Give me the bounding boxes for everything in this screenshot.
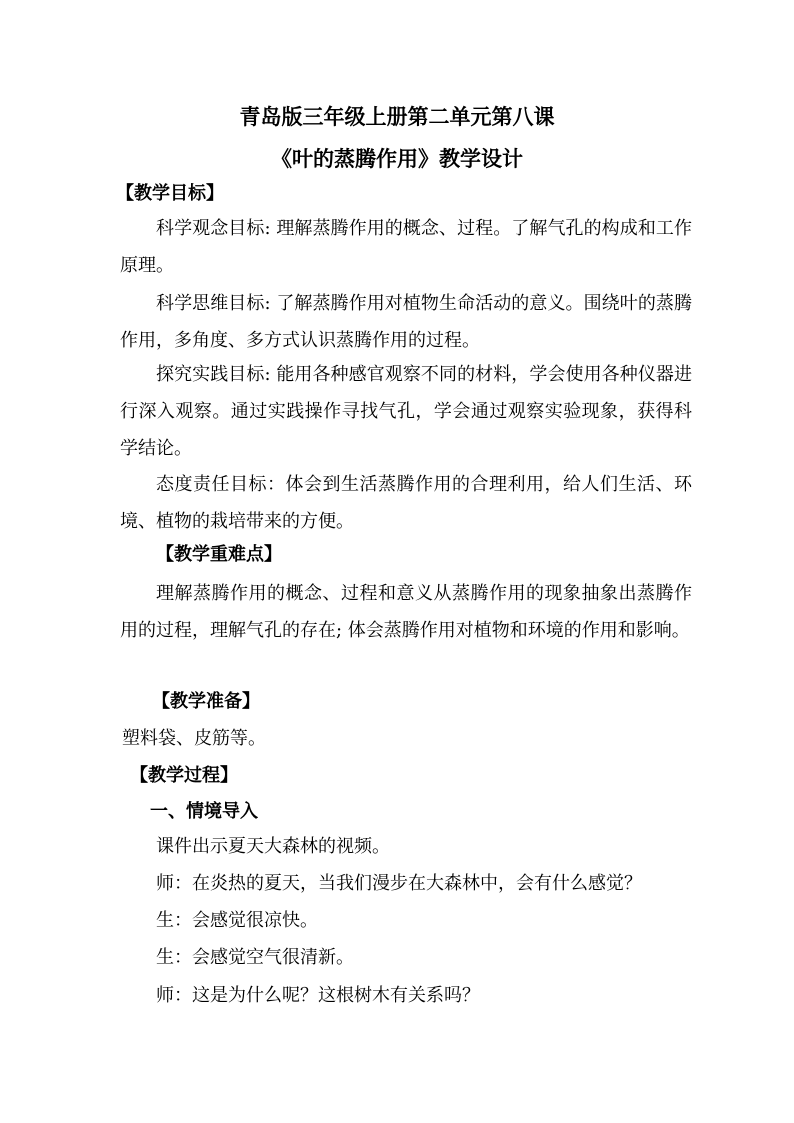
document-subtitle: 《叶的蒸腾作用》教学设计 bbox=[271, 147, 523, 171]
objectives-heading: 【教学目标】 bbox=[116, 183, 224, 204]
process-section-intro: 一、情境导入 bbox=[150, 801, 258, 822]
process-line: 生：会感觉很凉快。 bbox=[156, 910, 318, 931]
objective-attitude: 态度责任目标：体会到生活蒸腾作用的合理利用，给人们生活、环境、植物的栽培带来的方便。 bbox=[120, 474, 692, 532]
process-line: 生：会感觉空气很清新。 bbox=[156, 947, 354, 968]
process-line: 课件出示夏天大森林的视频。 bbox=[156, 836, 390, 857]
objective-concept: 科学观念目标: 理解蒸腾作用的概念、过程。了解气孔的构成和工作原理。 bbox=[120, 218, 692, 276]
key-points-text: 理解蒸腾作用的概念、过程和意义从蒸腾作用的现象抽象出蒸腾作用的过程，理解气孔的存在; 体会蒸腾作用对植物和环境的作用和影响。 bbox=[120, 583, 692, 641]
process-line: 师：在炎热的夏天，当我们漫步在大森林中，会有什么感觉？ bbox=[156, 873, 642, 894]
key-points-heading: 【教学重难点】 bbox=[156, 544, 282, 565]
preparation-text: 塑料袋、皮筋等。 bbox=[122, 728, 266, 749]
objective-thinking: 科学思维目标: 了解蒸腾作用对植物生命活动的意义。围绕叶的蒸腾作用，多角度、多方式认识蒸腾作用的过程。 bbox=[120, 293, 692, 351]
preparation-heading: 【教学准备】 bbox=[152, 691, 260, 712]
process-line: 师：这是为什么呢？这根树木有关系吗？ bbox=[156, 985, 480, 1006]
process-heading: 【教学过程】 bbox=[130, 765, 238, 786]
objective-practice: 探究实践目标: 能用各种感官观察不同的材料，学会使用各种仪器进行深入观察。通过实践操作寻找气孔，学会通过观察实验现象，获得科学结论。 bbox=[120, 364, 692, 459]
document-title: 青岛版三年级上册第二单元第八课 bbox=[239, 105, 555, 129]
